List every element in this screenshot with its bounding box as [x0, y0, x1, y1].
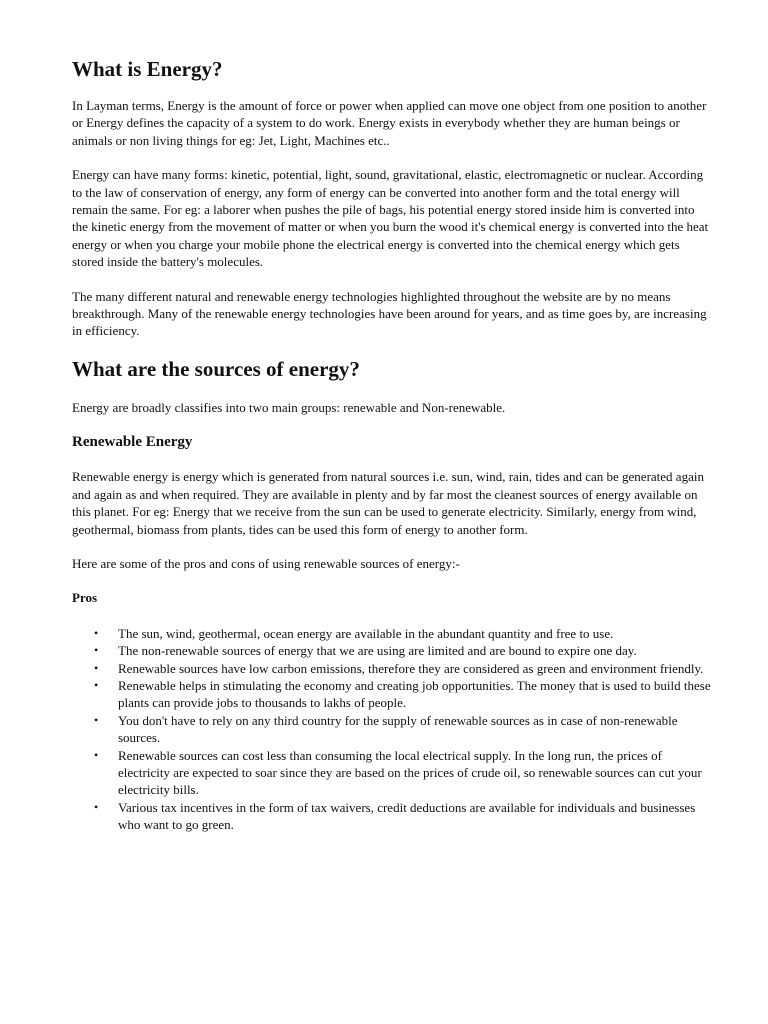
- list-item-text: The non-renewable sources of energy that we are using are limited and are bound to expire one day.: [118, 643, 637, 659]
- bullet-icon: •: [94, 799, 99, 814]
- list-item-text: The sun, wind, geothermal, ocean energy are available in the abundant quantity and free to use.: [118, 625, 614, 641]
- bullet-icon: •: [94, 643, 99, 658]
- pros-label: Pros: [72, 590, 98, 606]
- list-item-text: You don't have to rely on any third country for the supply of renewable sources as in case of non-renewable sources.: [118, 712, 678, 746]
- heading-renewable-energy: Renewable Energy: [72, 434, 193, 451]
- list-item: [94, 747, 712, 799]
- paragraph-energy-forms: Energy can have many forms: kinetic, potential, light, sound, gravitational, elastic, electromagnetic or nuclear. According to the law of conservation of energy, any form of energy can be converted into another form and the total energy will remain the same. For eg: a laborer when pushes the pile of bags, his potential energy stored inside him is converted into the kinetic energy from the movement of matter or when you burn the wood it's chemical energy is converted into the heat energy or when you charge your mobile phone the electrical energy is converted into the chemical energy which gets stored inside the battery's molecules.: [72, 167, 709, 270]
- pros-list: [72, 625, 712, 834]
- bullet-icon: •: [94, 625, 99, 640]
- bullet-icon: •: [94, 712, 99, 727]
- paragraph-renewable-technologies: The many different natural and renewable energy technologies highlighted throughout the website are by no means breakthrough. Many of the renewable energy technologies have been around for years, and as time goes by, are increasing in efficiency.: [72, 288, 707, 339]
- bullet-icon: •: [94, 660, 99, 675]
- bullet-icon: •: [94, 747, 99, 762]
- heading-sources-of-energy: What are the sources of energy?: [72, 356, 360, 381]
- paragraph-energy-definition: In Layman terms, Energy is the amount of force or power when applied can move one object from one position to another or Energy defines the capacity of a system to do work. Energy exists in everybody whether they are human beings or animals or non living things for eg: Jet, Light, Machines etc..: [72, 98, 707, 148]
- bullet-icon: •: [94, 677, 99, 692]
- heading-what-is-energy: What is Energy?: [72, 57, 223, 81]
- list-item-text: Renewable helps in stimulating the economy and creating job opportunities. The money that is used to build these plants can provide jobs to thousands to lakhs of people.: [118, 677, 711, 711]
- list-item: [94, 677, 712, 712]
- list-item-text: Renewable sources can cost less than consuming the local electrical supply. In the long run, the prices of electricity are expected to soar since they are based on the prices of crude oil, so renewable sources can cut your electricity bills.: [118, 747, 702, 798]
- list-item: [94, 712, 712, 747]
- list-item-text: Renewable sources have low carbon emissions, therefore they are considered as green and environment friendly.: [118, 660, 704, 676]
- paragraph-pros-cons-intro: Here are some of the pros and cons of using renewable sources of energy:-: [72, 555, 460, 571]
- list-item: [94, 625, 712, 642]
- list-item: [94, 660, 712, 677]
- list-item: [94, 799, 712, 834]
- paragraph-renewable-definition: Renewable energy is energy which is generated from natural sources i.e. sun, wind, rain, tides and can be generated again and again as and when required. They are available in plenty and by far most the cleanest sources of energy available on this planet. For eg: Energy that we receive from the sun can be used to generate electricity. Similarly, energy from wind, geothermal, biomass from plants, tides can be used this form of energy to another form.: [72, 469, 704, 537]
- list-item: [94, 642, 712, 659]
- list-item-text: Various tax incentives in the form of tax waivers, credit deductions are available for individuals and businesses who want to go green.: [118, 799, 696, 833]
- paragraph-energy-groups: Energy are broadly classifies into two main groups: renewable and Non-renewable.: [72, 399, 506, 415]
